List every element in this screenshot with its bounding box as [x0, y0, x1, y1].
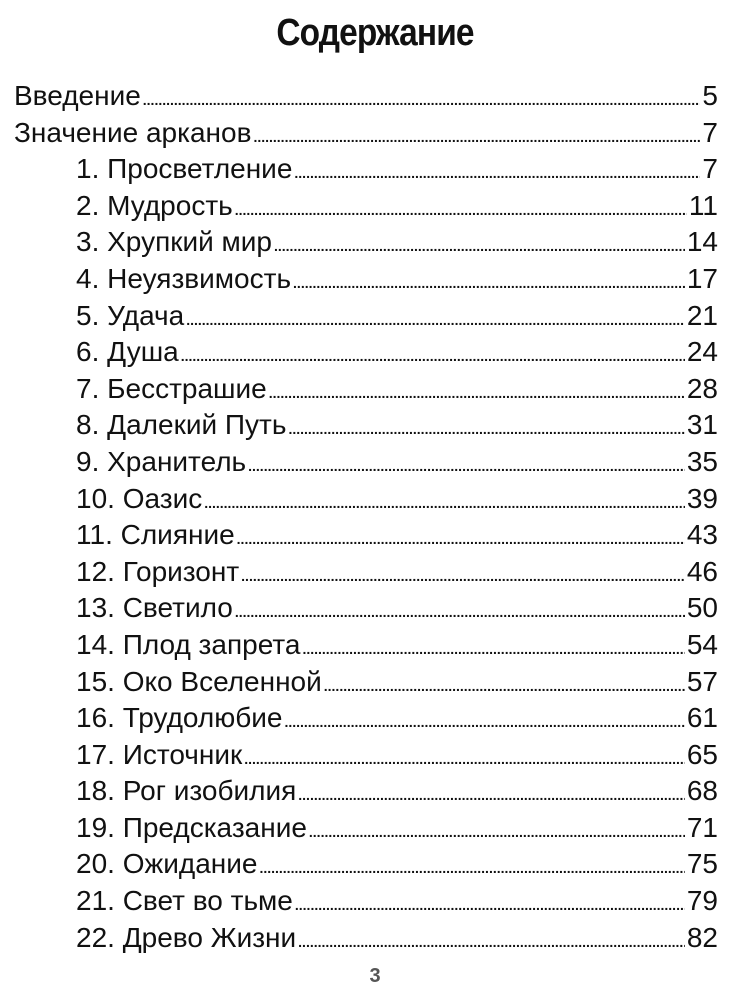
toc-entry-page: 57: [686, 665, 718, 697]
toc-entry-label: 10. Оазис: [76, 482, 203, 514]
toc-entry-label: 18. Рог изобилия: [76, 775, 297, 807]
toc-entry-page: 68: [686, 775, 718, 807]
dot-leader: [295, 887, 685, 924]
toc-entry: [0, 78, 750, 115]
toc-entry-label: 19. Предсказание: [76, 811, 307, 843]
dot-leader: [244, 741, 685, 778]
toc-entry: [0, 773, 750, 810]
dot-leader: [181, 338, 685, 375]
dot-leader: [288, 411, 684, 448]
toc-entry-label: 17. Источник: [76, 738, 243, 770]
toc-entry-page: 61: [686, 702, 718, 734]
toc-entry-page: 82: [686, 921, 718, 953]
toc-entry-page: 43: [686, 519, 718, 551]
toc-entry-label: 1. Просветление: [76, 153, 293, 185]
dot-leader: [293, 265, 685, 302]
toc-entry-label: 3. Хрупкий мир: [76, 226, 272, 258]
toc-entry-label: 11. Слияние: [76, 519, 235, 551]
toc-entry: [0, 883, 750, 920]
dot-leader: [298, 777, 685, 814]
toc-entry-page: 75: [686, 848, 718, 880]
toc-entry-label: 13. Светило: [76, 592, 233, 624]
toc-entry-label: 5. Удача: [76, 299, 185, 331]
dot-leader: [284, 704, 684, 741]
toc-entry-page: 35: [686, 445, 718, 477]
toc-entry-page: 21: [686, 299, 718, 331]
toc-entry: [0, 444, 750, 481]
toc-entry-label: 2. Мудрость: [76, 189, 233, 221]
dot-leader: [302, 631, 684, 668]
dot-leader: [241, 558, 685, 595]
toc-entry-label: 20. Ожидание: [76, 848, 258, 880]
toc-entry-label: 6. Душа: [76, 336, 179, 368]
toc-entry-label: Введение: [14, 80, 141, 111]
dot-leader: [269, 375, 685, 412]
dot-leader: [235, 192, 687, 229]
toc-entry-label: 4. Неуязвимость: [76, 262, 292, 294]
toc-entry: [0, 481, 750, 518]
toc-entry-label: 21. Свет во тьме: [76, 885, 293, 917]
toc-entry-page: 79: [686, 885, 718, 917]
dot-leader: [204, 485, 685, 522]
toc-entry-label: 15. Око Вселенной: [76, 665, 322, 697]
toc-entry-label: 22. Древо Жизни: [76, 921, 297, 953]
toc-entry: [0, 627, 750, 664]
toc-entry-label: 8. Далекий Путь: [76, 409, 287, 441]
dot-leader: [248, 448, 685, 485]
toc-entry-page: 50: [686, 592, 718, 624]
dot-leader: [186, 302, 685, 339]
toc-entry: [0, 261, 750, 298]
table-of-contents: [0, 78, 750, 956]
toc-entry: [0, 590, 750, 627]
toc-entry: [0, 407, 750, 444]
toc-entry: [0, 298, 750, 335]
page-title: Содержание: [276, 12, 474, 54]
dot-leader: [259, 850, 684, 887]
toc-entry: [0, 554, 750, 591]
dot-leader: [274, 228, 685, 265]
toc-entry-page: 14: [686, 226, 718, 258]
toc-entry-label: 9. Хранитель: [76, 445, 247, 477]
toc-entry-label: 14. Плод запрета: [76, 628, 301, 660]
toc-entry: [0, 115, 750, 152]
dot-leader: [235, 594, 685, 631]
toc-entry-label: Значение арканов: [14, 116, 252, 148]
toc-entry-page: 5: [702, 80, 718, 111]
toc-entry: [0, 920, 750, 957]
toc-entry-label: 7. Бесстрашие: [76, 372, 267, 404]
toc-entry: [0, 517, 750, 554]
toc-entry-page: 24: [686, 336, 718, 368]
toc-entry-label: 16. Трудолюбие: [76, 702, 283, 734]
dot-leader: [309, 814, 685, 851]
toc-entry-page: 65: [686, 738, 718, 770]
toc-entry-page: 17: [686, 262, 718, 294]
toc-entry: [0, 334, 750, 371]
dot-leader: [143, 82, 701, 119]
dot-leader: [253, 119, 700, 156]
page-number: 3: [369, 965, 381, 987]
dot-leader: [294, 155, 700, 192]
toc-entry: [0, 700, 750, 737]
toc-entry-page: 39: [686, 482, 718, 514]
toc-entry: [0, 664, 750, 701]
toc-entry: [0, 810, 750, 847]
dot-leader: [237, 521, 685, 558]
toc-entry: [0, 151, 750, 188]
toc-entry-page: 54: [686, 628, 718, 660]
toc-entry-page: 71: [686, 811, 718, 843]
toc-entry: [0, 224, 750, 261]
toc-entry-page: 46: [686, 555, 718, 587]
toc-entry-page: 7: [702, 153, 718, 185]
toc-entry-page: 7: [702, 116, 718, 148]
dot-leader: [298, 924, 685, 961]
toc-entry-page: 31: [686, 409, 718, 441]
toc-entry: [0, 846, 750, 883]
toc-entry-label: 12. Горизонт: [76, 555, 240, 587]
toc-entry: [0, 188, 750, 225]
toc-entry: [0, 371, 750, 408]
toc-entry-page: 11: [688, 189, 718, 221]
toc-entry-page: 28: [686, 372, 718, 404]
dot-leader: [324, 668, 685, 705]
toc-entry: [0, 737, 750, 774]
